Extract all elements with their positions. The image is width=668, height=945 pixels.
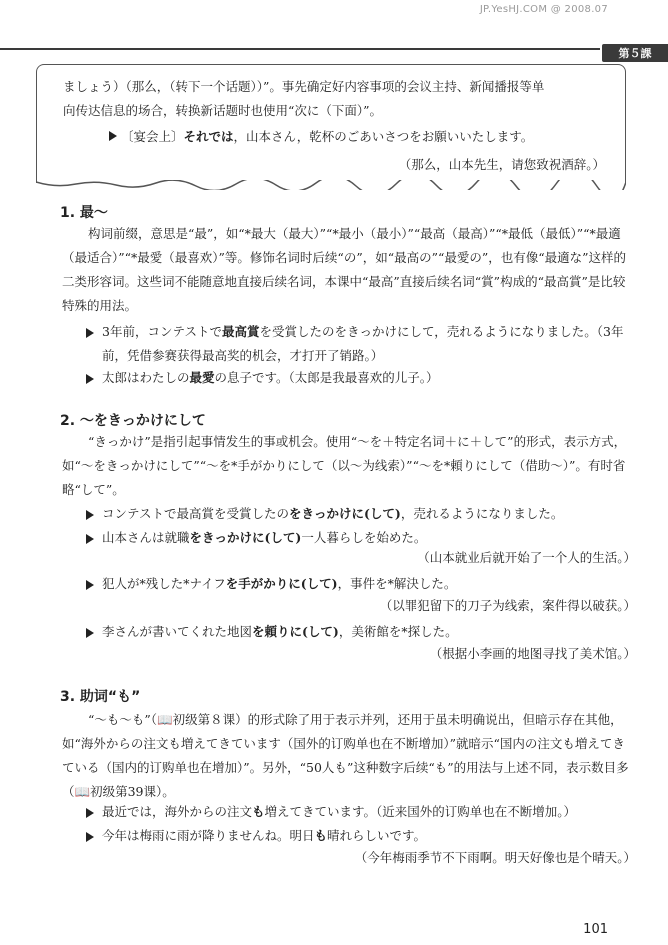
section-2-example-3: [102, 572, 636, 596]
example-text: 一人暮らしを始めた。: [301, 530, 427, 545]
example-keyword: を手がかりに(して): [225, 576, 338, 591]
example-text: 今年は梅雨に雨が降りませんね。明日: [102, 828, 315, 843]
example-text: 山本さんは就職: [102, 530, 190, 545]
section-2-translation-2: （山本就业后就开始了一个人的生活。）: [417, 550, 636, 565]
bullet-triangle-icon: [86, 328, 94, 338]
section-2-paragraph: “きっかけ”是指引起事情发生的事或机会。使用“～を＋特定名词＋に＋して”的形式，表示方式，如“～をきっかけにして”“～を*手がかりにして（以～为线索）”“～を*頼りにして（借助～）”。有时省略“して”。: [62, 434, 627, 497]
box-example-bold: それでは: [183, 129, 234, 144]
bullet-triangle-icon: [86, 580, 94, 590]
section-2-translation-3: （以罪犯留下的刀子为线索，案件得以破获。）: [379, 598, 636, 613]
section-3-paragraph: “～も～も”（📖初级第８课）的形式除了用于表示并列，还用于虽未明确说出，但暗示存在其他，如“海外からの注文も増えてきています（国外的订购单也在不断增加）”就暗示“国内の注文も増えてきている（国内的订购单也在增加）”。另外，“50人も”这种数字后续“も”的用法与上述不同，表示数目多（📖初级第39课）。: [62, 712, 629, 799]
section-1-paragraph: 构词前缀，意思是“最”，如“*最大（最大）”“*最小（最小）”“最高（最高）”“*最低（最低）”“*最適（最适合）”“*最愛（最喜欢）”等。修饰名词时后续“の”，如“最高の”“最愛の”，也有像“最適な”这样的二类形容词。这些词不能随意地直接后续名词，本课中“最高”直接后续名词“賞”构成的“最高賞”是比较特殊的用法。: [62, 226, 627, 313]
section-2-example-4: [102, 620, 636, 644]
example-text: 3年前，コンテストで: [102, 324, 222, 339]
box-example-prefix: 〔宴会上〕: [121, 129, 184, 144]
bullet-triangle-icon: [86, 534, 94, 544]
page-number: 101: [583, 922, 608, 937]
section-2-title: 2. ～をきっかけにして: [60, 413, 206, 429]
example-text: ，売れるようになりました。: [400, 506, 564, 521]
example-text: コンテストで最高賞を受賞したの: [102, 506, 290, 521]
header-rule: [0, 48, 600, 50]
section-3-example-2: [102, 824, 636, 848]
lesson-tab: 第５課: [602, 44, 668, 62]
bullet-triangle-icon: [86, 374, 94, 384]
example-keyword: 最高賞: [221, 324, 260, 339]
example-text: 晴れらしいです。: [327, 828, 427, 843]
example-keyword: を頼りに(して): [252, 624, 339, 639]
example-translation: （近来国外的订购单也在不断增加。）: [376, 804, 577, 819]
section-1-title: 1. 最～: [60, 205, 108, 221]
example-translation: （3年前，凭借参赛获得最高奖的机会，才打开了销路。）: [102, 324, 624, 363]
example-text: 犯人が*残した*ナイフ: [102, 576, 226, 591]
bullet-triangle-icon: [86, 510, 94, 520]
continuation-box: [36, 64, 626, 183]
example-keyword: も: [314, 828, 328, 843]
example-text: 増えてきています。: [264, 804, 377, 819]
box-example-rest: ，山本さん，乾杯のごあいさつをお願いいたします。: [233, 129, 534, 144]
example-text: 最近では，海外からの注文: [102, 804, 253, 819]
example-keyword: 最愛: [189, 370, 215, 385]
example-keyword: をきっかけに(して): [289, 506, 401, 521]
bullet-triangle-icon: [86, 832, 94, 842]
example-text: の息子です。: [214, 370, 289, 385]
section-1-example-2: [102, 366, 636, 390]
example-text: 李さんが書いてくれた地図: [102, 624, 253, 639]
torn-edge-divider: [36, 180, 626, 190]
section-3-translation-2: （今年梅雨季节不下雨啊。明天好像也是个晴天。）: [354, 850, 636, 865]
example-text: ，事件を*解決した。: [337, 576, 457, 591]
box-translation: （那么，山本先生，请您致祝酒辞。）: [398, 157, 605, 172]
section-2-translation-4: （根据小李画的地图寻找了美术馆。）: [429, 646, 636, 661]
box-example: [109, 125, 533, 149]
box-line-1: ましょう）（那么，（转下一个话题））”。事先确定好内容事项的会议主持、新闻播报等单: [63, 79, 545, 94]
box-line-2: 向传达信息的场合，转换新话题时也使用“次に（下面）”。: [63, 103, 383, 118]
example-keyword: をきっかけに(して): [189, 530, 302, 545]
section-3-title: 3. 助词“も”: [60, 689, 141, 705]
example-translation: （太郎是我最喜欢的儿子。）: [288, 370, 439, 385]
watermark: JP.YesHJ.COM @ 2008.07: [479, 4, 608, 15]
section-2-example-1: [102, 502, 636, 526]
bullet-triangle-icon: [86, 628, 94, 638]
bullet-triangle-icon: [109, 131, 117, 141]
example-text: 太郎はわたしの: [102, 370, 190, 385]
section-1-example-1: [102, 320, 636, 368]
example-text: を受賞したのをきっかけにして，売れるようになりました。: [259, 324, 597, 339]
bullet-triangle-icon: [86, 808, 94, 818]
example-keyword: も: [252, 804, 265, 819]
section-3-example-1: [102, 800, 636, 824]
example-text: ，美術館を*探した。: [338, 624, 458, 639]
